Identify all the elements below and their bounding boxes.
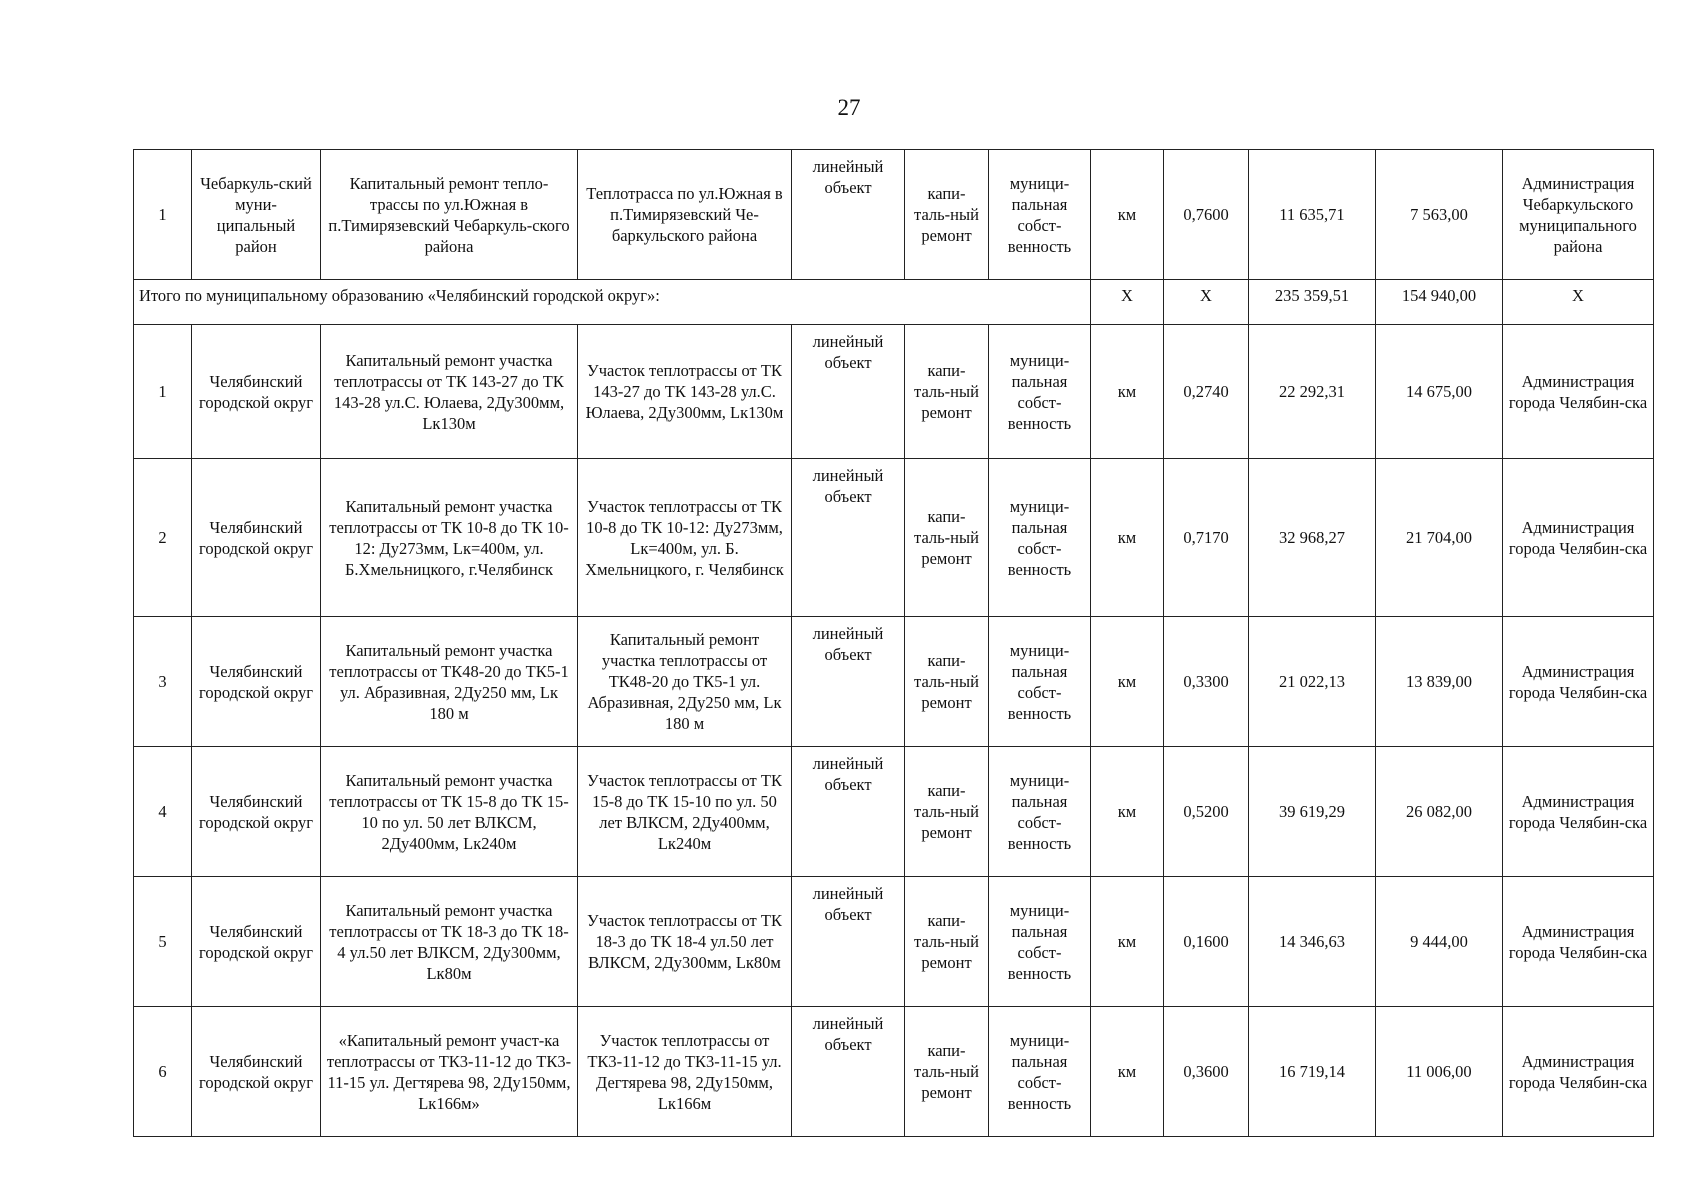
municipality-cell: Челябинский городской округ	[192, 325, 321, 459]
page-number: 27	[837, 95, 861, 120]
length-cell: 0,7170	[1164, 459, 1249, 617]
municipality-cell: Челябинский городской округ	[192, 459, 321, 617]
row-number: 5	[134, 877, 192, 1007]
work-description-cell: Капитальный ремонт участка теплотрассы от ТК 18-3 до ТК 18-4 ул.50 лет ВЛКСМ, 2Ду300мм, Lк80м	[321, 877, 578, 1007]
cost-total-cell: 39 619,29	[1249, 747, 1376, 877]
object-name-cell: Участок теплотрассы от ТК 143-27 до ТК 143-28 ул.С. Юлаева, 2Ду300мм, Lк130м	[578, 325, 792, 459]
municipality-cell: Челябинский городской округ	[192, 877, 321, 1007]
object-type-cell: линейный объект	[792, 1007, 905, 1137]
table-row	[134, 325, 1654, 459]
object-type-cell: линейный объект	[792, 617, 905, 747]
unit-cell: км	[1091, 459, 1164, 617]
length-cell: 0,1600	[1164, 877, 1249, 1007]
row-number: 1	[134, 150, 192, 280]
row-number: 2	[134, 459, 192, 617]
municipality-cell: Челябинский городской округ	[192, 617, 321, 747]
length-cell: 0,3300	[1164, 617, 1249, 747]
object-type-cell: линейный объект	[792, 747, 905, 877]
cost-subsidy-cell: 11 006,00	[1376, 1007, 1503, 1137]
cost-subsidy-cell: 9 444,00	[1376, 877, 1503, 1007]
total-row	[134, 280, 1654, 325]
repair-type-cell: капи-таль-ный ремонт	[905, 877, 989, 1007]
row-number: 1	[134, 325, 192, 459]
table-row	[134, 459, 1654, 617]
length-cell: 0,7600	[1164, 150, 1249, 280]
ownership-cell: муници-пальная собст-венность	[989, 325, 1091, 459]
cost-subsidy-cell: 13 839,00	[1376, 617, 1503, 747]
object-name-cell: Теплотрасса по ул.Южная в п.Тимирязевский Че-баркульского района	[578, 150, 792, 280]
customer-cell: Администрация города Челябин-ска	[1503, 747, 1654, 877]
work-description-cell: Капитальный ремонт тепло-трассы по ул.Южная в п.Тимирязевский Чебаркуль-ского района	[321, 150, 578, 280]
ownership-cell: муници-пальная собст-венность	[989, 459, 1091, 617]
customer-cell: Администрация города Челябин-ска	[1503, 877, 1654, 1007]
cost-total-cell: 14 346,63	[1249, 877, 1376, 1007]
repair-type-cell: капи-таль-ный ремонт	[905, 459, 989, 617]
customer-cell: Администрация города Челябин-ска	[1503, 1007, 1654, 1137]
object-name-cell: Участок теплотрассы от ТК 10-8 до ТК 10-12: Ду273мм, Lк=400м, ул. Б. Хмельницкого, г. Челябинск	[578, 459, 792, 617]
object-name-cell: Участок теплотрассы от ТК 18-3 до ТК 18-4 ул.50 лет ВЛКСМ, 2Ду300мм, Lк80м	[578, 877, 792, 1007]
unit-cell: км	[1091, 877, 1164, 1007]
object-type-cell: линейный объект	[792, 150, 905, 280]
total-length: X	[1164, 280, 1249, 325]
table-row	[134, 150, 1654, 280]
total-cost-subsidy: 154 940,00	[1376, 280, 1503, 325]
unit-cell: км	[1091, 325, 1164, 459]
length-cell: 0,5200	[1164, 747, 1249, 877]
length-cell: 0,3600	[1164, 1007, 1249, 1137]
repair-type-cell: капи-таль-ный ремонт	[905, 150, 989, 280]
repair-type-cell: капи-таль-ный ремонт	[905, 325, 989, 459]
ownership-cell: муници-пальная собст-венность	[989, 747, 1091, 877]
total-label: Итого по муниципальному образованию «Челябинский городской округ»:	[134, 280, 1091, 325]
municipality-cell: Челябинский городской округ	[192, 747, 321, 877]
object-type-cell: линейный объект	[792, 459, 905, 617]
repair-type-cell: капи-таль-ный ремонт	[905, 617, 989, 747]
table-row	[134, 617, 1654, 747]
total-unit: X	[1091, 280, 1164, 325]
total-customer: X	[1503, 280, 1654, 325]
repair-type-cell: капи-таль-ный ремонт	[905, 747, 989, 877]
unit-cell: км	[1091, 617, 1164, 747]
ownership-cell: муници-пальная собст-венность	[989, 1007, 1091, 1137]
total-cost-total: 235 359,51	[1249, 280, 1376, 325]
unit-cell: км	[1091, 1007, 1164, 1137]
table-row	[134, 877, 1654, 1007]
ownership-cell: муници-пальная собст-венность	[989, 877, 1091, 1007]
cost-total-cell: 32 968,27	[1249, 459, 1376, 617]
repair-type-cell: капи-таль-ный ремонт	[905, 1007, 989, 1137]
cost-subsidy-cell: 26 082,00	[1376, 747, 1503, 877]
cost-subsidy-cell: 14 675,00	[1376, 325, 1503, 459]
customer-cell: Администрация города Челябин-ска	[1503, 617, 1654, 747]
cost-total-cell: 21 022,13	[1249, 617, 1376, 747]
object-type-cell: линейный объект	[792, 877, 905, 1007]
work-description-cell: «Капитальный ремонт участ-ка теплотрассы от ТК3-11-12 до ТК3-11-15 ул. Дегтярева 98, 2Ду150мм, Lк166м»	[321, 1007, 578, 1137]
row-number: 3	[134, 617, 192, 747]
work-description-cell: Капитальный ремонт участка теплотрассы от ТК48-20 до ТК5-1 ул. Абразивная, 2Ду250 мм, Lк 180 м	[321, 617, 578, 747]
unit-cell: км	[1091, 150, 1164, 280]
cost-total-cell: 22 292,31	[1249, 325, 1376, 459]
cost-subsidy-cell: 7 563,00	[1376, 150, 1503, 280]
work-description-cell: Капитальный ремонт участка теплотрассы от ТК 10-8 до ТК 10-12: Ду273мм, Lк=400м, ул. Б.Хмельницкого, г.Челябинск	[321, 459, 578, 617]
row-number: 6	[134, 1007, 192, 1137]
unit-cell: км	[1091, 747, 1164, 877]
object-type-cell: линейный объект	[792, 325, 905, 459]
ownership-cell: муници-пальная собст-венность	[989, 150, 1091, 280]
municipality-cell: Чебаркуль-ский муни-ципальный район	[192, 150, 321, 280]
work-description-cell: Капитальный ремонт участка теплотрассы от ТК 15-8 до ТК 15-10 по ул. 50 лет ВЛКСМ, 2Ду400мм, Lк240м	[321, 747, 578, 877]
work-description-cell: Капитальный ремонт участка теплотрассы от ТК 143-27 до ТК 143-28 ул.С. Юлаева, 2Ду300мм, Lк130м	[321, 325, 578, 459]
length-cell: 0,2740	[1164, 325, 1249, 459]
customer-cell: Администрация Чебаркульского муниципального района	[1503, 150, 1654, 280]
objects-table	[133, 149, 1654, 1137]
table-row	[134, 747, 1654, 877]
ownership-cell: муници-пальная собст-венность	[989, 617, 1091, 747]
cost-total-cell: 16 719,14	[1249, 1007, 1376, 1137]
row-number: 4	[134, 747, 192, 877]
object-name-cell: Участок теплотрассы от ТК 15-8 до ТК 15-10 по ул. 50 лет ВЛКСМ, 2Ду400мм, Lк240м	[578, 747, 792, 877]
object-name-cell: Капитальный ремонт участка теплотрассы от ТК48-20 до ТК5-1 ул. Абразивная, 2Ду250 мм, Lк 180 м	[578, 617, 792, 747]
cost-total-cell: 11 635,71	[1249, 150, 1376, 280]
customer-cell: Администрация города Челябин-ска	[1503, 459, 1654, 617]
municipality-cell: Челябинский городской округ	[192, 1007, 321, 1137]
object-name-cell: Участок теплотрассы от ТК3-11-12 до ТК3-11-15 ул. Дегтярева 98, 2Ду150мм, Lк166м	[578, 1007, 792, 1137]
cost-subsidy-cell: 21 704,00	[1376, 459, 1503, 617]
customer-cell: Администрация города Челябин-ска	[1503, 325, 1654, 459]
table-row	[134, 1007, 1654, 1137]
